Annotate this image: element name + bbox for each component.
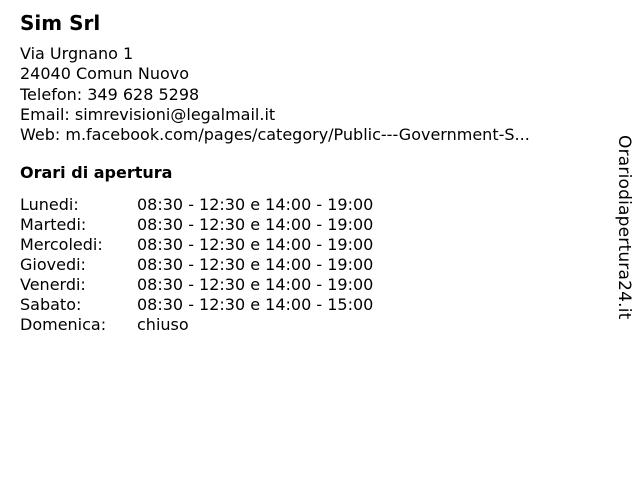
hours-day: Sabato: [20, 295, 82, 315]
hours-row-monday [20, 195, 600, 215]
hours-time: 08:30 - 12:30 e 14:00 - 19:00 [137, 275, 374, 295]
web-line: Web: m.facebook.com/pages/category/Public---Government-S... [20, 125, 530, 145]
city-line: 24040 Comun Nuovo [20, 64, 190, 84]
hours-day: Giovedi: [20, 255, 86, 275]
hours-time: chiuso [137, 315, 189, 335]
hours-day: Venerdi: [20, 275, 86, 295]
site-brand-label: Orariodiapertura24.it [614, 135, 634, 320]
hours-time: 08:30 - 12:30 e 14:00 - 19:00 [137, 215, 374, 235]
hours-row-thursday [20, 255, 600, 275]
hours-time: 08:30 - 12:30 e 14:00 - 19:00 [137, 255, 374, 275]
hours-time: 08:30 - 12:30 e 14:00 - 19:00 [137, 235, 374, 255]
hours-time: 08:30 - 12:30 e 14:00 - 15:00 [137, 295, 374, 315]
address-line: Via Urgnano 1 [20, 44, 134, 63]
email-line: Email: simrevisioni@legalmail.it [20, 104, 276, 124]
hours-row-friday [20, 275, 600, 295]
hours-day: Lunedi: [20, 195, 79, 215]
hours-day: Domenica: [20, 315, 107, 335]
hours-row-tuesday [20, 215, 600, 235]
phone-line: Telefon: 349 628 5298 [20, 84, 200, 104]
hours-row-sunday [20, 315, 600, 335]
hours-row-saturday [20, 295, 600, 315]
hours-time: 08:30 - 12:30 e 14:00 - 19:00 [137, 195, 374, 215]
hours-row-wednesday [20, 235, 600, 255]
hours-title: Orari di apertura [20, 163, 173, 183]
business-name: Sim Srl [20, 11, 101, 35]
hours-day: Martedi: [20, 215, 87, 235]
business-card [20, 10, 600, 335]
hours-day: Mercoledi: [20, 235, 103, 255]
